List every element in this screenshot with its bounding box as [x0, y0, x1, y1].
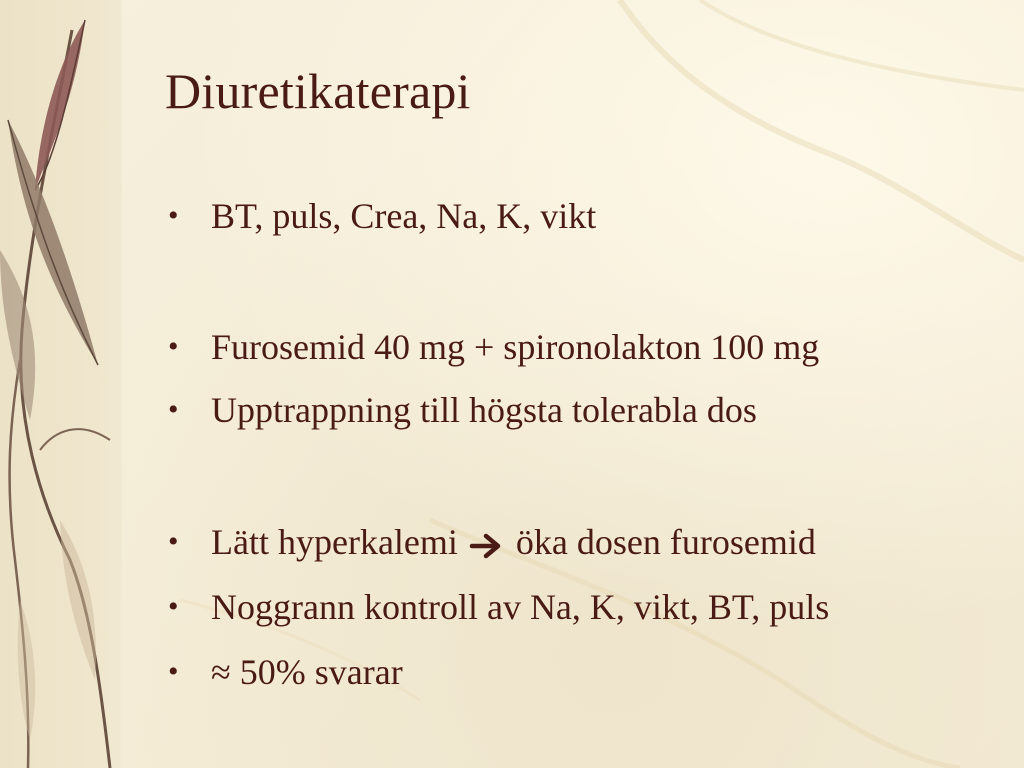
bullet-symbol: •: [168, 655, 179, 688]
bullet-text: Furosemid 40 mg + spironolakton 100 mg: [211, 327, 820, 367]
bullet-symbol: •: [168, 590, 179, 623]
bullet-text: Upptrappning till högsta tolerabla dos: [211, 390, 757, 430]
bullet-symbol: •: [168, 199, 179, 232]
bullet-symbol: •: [168, 393, 179, 426]
bullet-text-with-arrow: [211, 522, 816, 562]
bullet-symbol: •: [168, 525, 179, 558]
bullet-text: BT, puls, Crea, Na, K, vikt: [211, 196, 597, 236]
right-arrow-icon: [469, 531, 503, 561]
bullet-symbol: •: [168, 330, 179, 363]
plant-decoration: [0, 0, 130, 768]
bullet-text: Noggrann kontroll av Na, K, vikt, BT, puls: [211, 587, 830, 627]
bullet-text: ≈ 50% svarar: [211, 652, 403, 692]
slide-title: Diuretikaterapi: [165, 63, 471, 119]
bullet-text-before-arrow: Lätt hyperkalemi: [211, 522, 458, 562]
bullet-text-after-arrow: öka dosen furosemid: [515, 522, 816, 562]
